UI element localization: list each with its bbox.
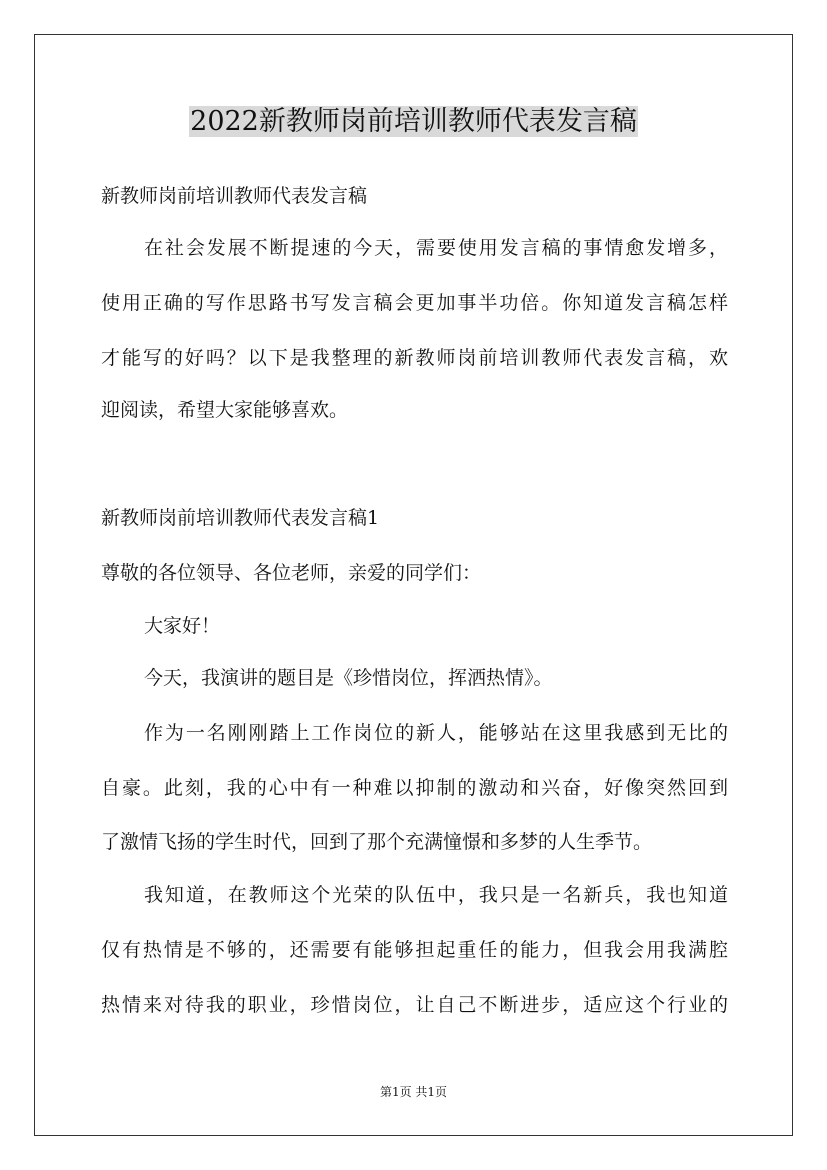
paragraph-1-line-2: 自豪。此刻，我的心中有一种难以抑制的激动和兴奋，好像突然回到 — [101, 777, 728, 799]
page-footer: 第1页 共1页 — [379, 1085, 448, 1099]
section-heading: 新教师岗前培训教师代表发言稿1 — [101, 507, 380, 529]
document-subtitle: 新教师岗前培训教师代表发言稿 — [101, 185, 368, 207]
intro-line-4: 迎阅读，希望大家能够喜欢。 — [101, 399, 349, 421]
intro-line-1: 在社会发展不断提速的今天，需要使用发言稿的事情愈发增多， — [144, 237, 728, 259]
document-title-text: 2022新教师岗前培训教师代表发言稿 — [190, 106, 637, 137]
intro-line-3: 才能写的好吗？以下是我整理的新教师岗前培训教师代表发言稿，欢 — [101, 347, 728, 369]
greeting: 大家好！ — [144, 615, 221, 637]
intro-line-2: 使用正确的写作思路书写发言稿会更加事半功倍。你知道发言稿怎样 — [101, 292, 728, 314]
paragraph-1-line-1: 作为一名刚刚踏上工作岗位的新人，能够站在这里我感到无比的 — [144, 722, 728, 744]
paragraph-1-line-3: 了激情飞扬的学生时代，回到了那个充满憧憬和多梦的人生季节。 — [101, 831, 653, 853]
paragraph-2-line-1: 我知道，在教师这个光荣的队伍中，我只是一名新兵，我也知道 — [144, 884, 728, 906]
speech-topic: 今天，我演讲的题目是《珍惜岗位，挥洒热情》。 — [144, 667, 553, 689]
paragraph-2-line-3: 热情来对待我的职业，珍惜岗位，让自己不断进步，适应这个行业的 — [101, 994, 728, 1016]
paragraph-2-line-2: 仅有热情是不够的，还需要有能够担起重任的能力，但我会用我满腔 — [101, 939, 728, 961]
salutation: 尊敬的各位领导、各位老师，亲爱的同学们： — [101, 562, 482, 584]
document-title — [0, 104, 827, 140]
